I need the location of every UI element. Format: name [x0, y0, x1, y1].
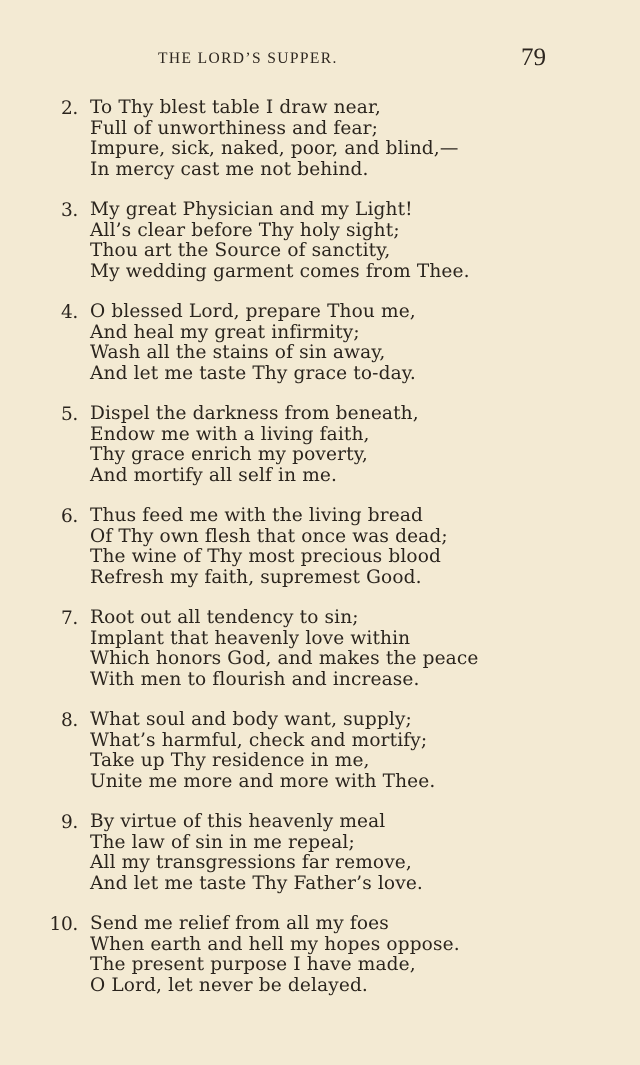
stanza-number: 3. — [60, 200, 78, 221]
stanza — [0, 404, 640, 506]
verse-line: And let me taste Thy Father’s love. — [90, 872, 423, 894]
verse-line: Send me relief from all my foes — [90, 913, 389, 934]
verse-line: O blessed Lord, prepare Thou me, — [90, 301, 416, 322]
stanza — [0, 914, 640, 1016]
verse-line: Dispel the darkness from beneath, — [90, 403, 419, 424]
verse-line: All my transgressions far remove, — [90, 852, 412, 874]
verse-line: When earth and hell my hopes oppose. — [90, 933, 460, 955]
verse-line: Of Thy own flesh that once was dead; — [90, 525, 448, 547]
stanza — [0, 608, 640, 710]
stanza-lines — [90, 812, 423, 894]
stanza-number: 8. — [60, 710, 78, 731]
stanza — [0, 302, 640, 404]
stanza-lines — [90, 710, 435, 792]
verse-line: Wash all the stains of sin away, — [90, 342, 386, 364]
verse-line: Take up Thy residence in me, — [90, 750, 370, 772]
stanza-lines — [90, 404, 419, 486]
stanza — [0, 98, 640, 200]
verse-line: Which honors God, and makes the peace — [90, 648, 479, 670]
stanza-number: 10. — [49, 914, 78, 935]
stanza-number: 2. — [60, 98, 78, 119]
verse-line: Unite me more and more with Thee. — [90, 770, 436, 792]
verse-line: My great Physician and my Light! — [90, 199, 413, 220]
stanza-lines — [90, 506, 448, 588]
verse-line: Thou art the Source of sanctity, — [90, 240, 391, 262]
stanza-number: 9. — [60, 812, 78, 833]
verse-line: Implant that heavenly love within — [90, 627, 411, 649]
stanza — [0, 506, 640, 608]
verse-line: And let me taste Thy grace to-day. — [90, 362, 416, 384]
verse-line: And heal my great infirmity; — [90, 321, 360, 343]
stanza-number: 6. — [60, 506, 78, 527]
verse-line: What soul and body want, supply; — [90, 709, 412, 730]
stanza — [0, 200, 640, 302]
verse-line: Impure, sick, naked, poor, and blind,— — [90, 138, 459, 160]
verse-line: Thus feed me with the living bread — [90, 505, 423, 526]
stanza-lines — [90, 608, 478, 690]
hymn-verses — [0, 98, 640, 1016]
verse-line: With men to flourish and increase. — [90, 668, 420, 690]
verse-line: In mercy cast me not behind. — [90, 158, 369, 180]
stanza — [0, 710, 640, 812]
verse-line: The wine of Thy most precious blood — [90, 546, 441, 568]
stanza-lines — [90, 98, 458, 180]
verse-line: Endow me with a living faith, — [90, 423, 370, 445]
stanza-lines — [90, 302, 416, 384]
stanza-number: 7. — [60, 608, 78, 629]
stanza-number: 4. — [60, 302, 78, 323]
verse-line: Full of unworthiness and fear; — [90, 117, 379, 139]
verse-line: To Thy blest table I draw near, — [90, 97, 381, 118]
running-head: THE LORD’S SUPPER. — [158, 50, 338, 67]
verse-line: All’s clear before Thy holy sight; — [90, 219, 400, 241]
page-number: 79 — [521, 44, 546, 71]
verse-line: Refresh my faith, supremest Good. — [90, 566, 422, 588]
stanza-lines — [90, 914, 460, 996]
verse-line: By virtue of this heavenly meal — [90, 811, 386, 832]
verse-line: O Lord, let never be delayed. — [90, 974, 368, 996]
verse-line: Root out all tendency to sin; — [90, 607, 359, 628]
verse-line: What’s harmful, check and mortify; — [90, 729, 428, 751]
stanza-number: 5. — [60, 404, 78, 425]
verse-line: The law of sin in me repeal; — [90, 831, 355, 853]
verse-line: Thy grace enrich my poverty, — [90, 444, 368, 466]
verse-line: My wedding garment comes from Thee. — [90, 260, 470, 282]
stanza-lines — [90, 200, 470, 282]
stanza — [0, 812, 640, 914]
verse-line: And mortify all self in me. — [90, 464, 338, 486]
verse-line: The present purpose I have made, — [90, 954, 416, 976]
